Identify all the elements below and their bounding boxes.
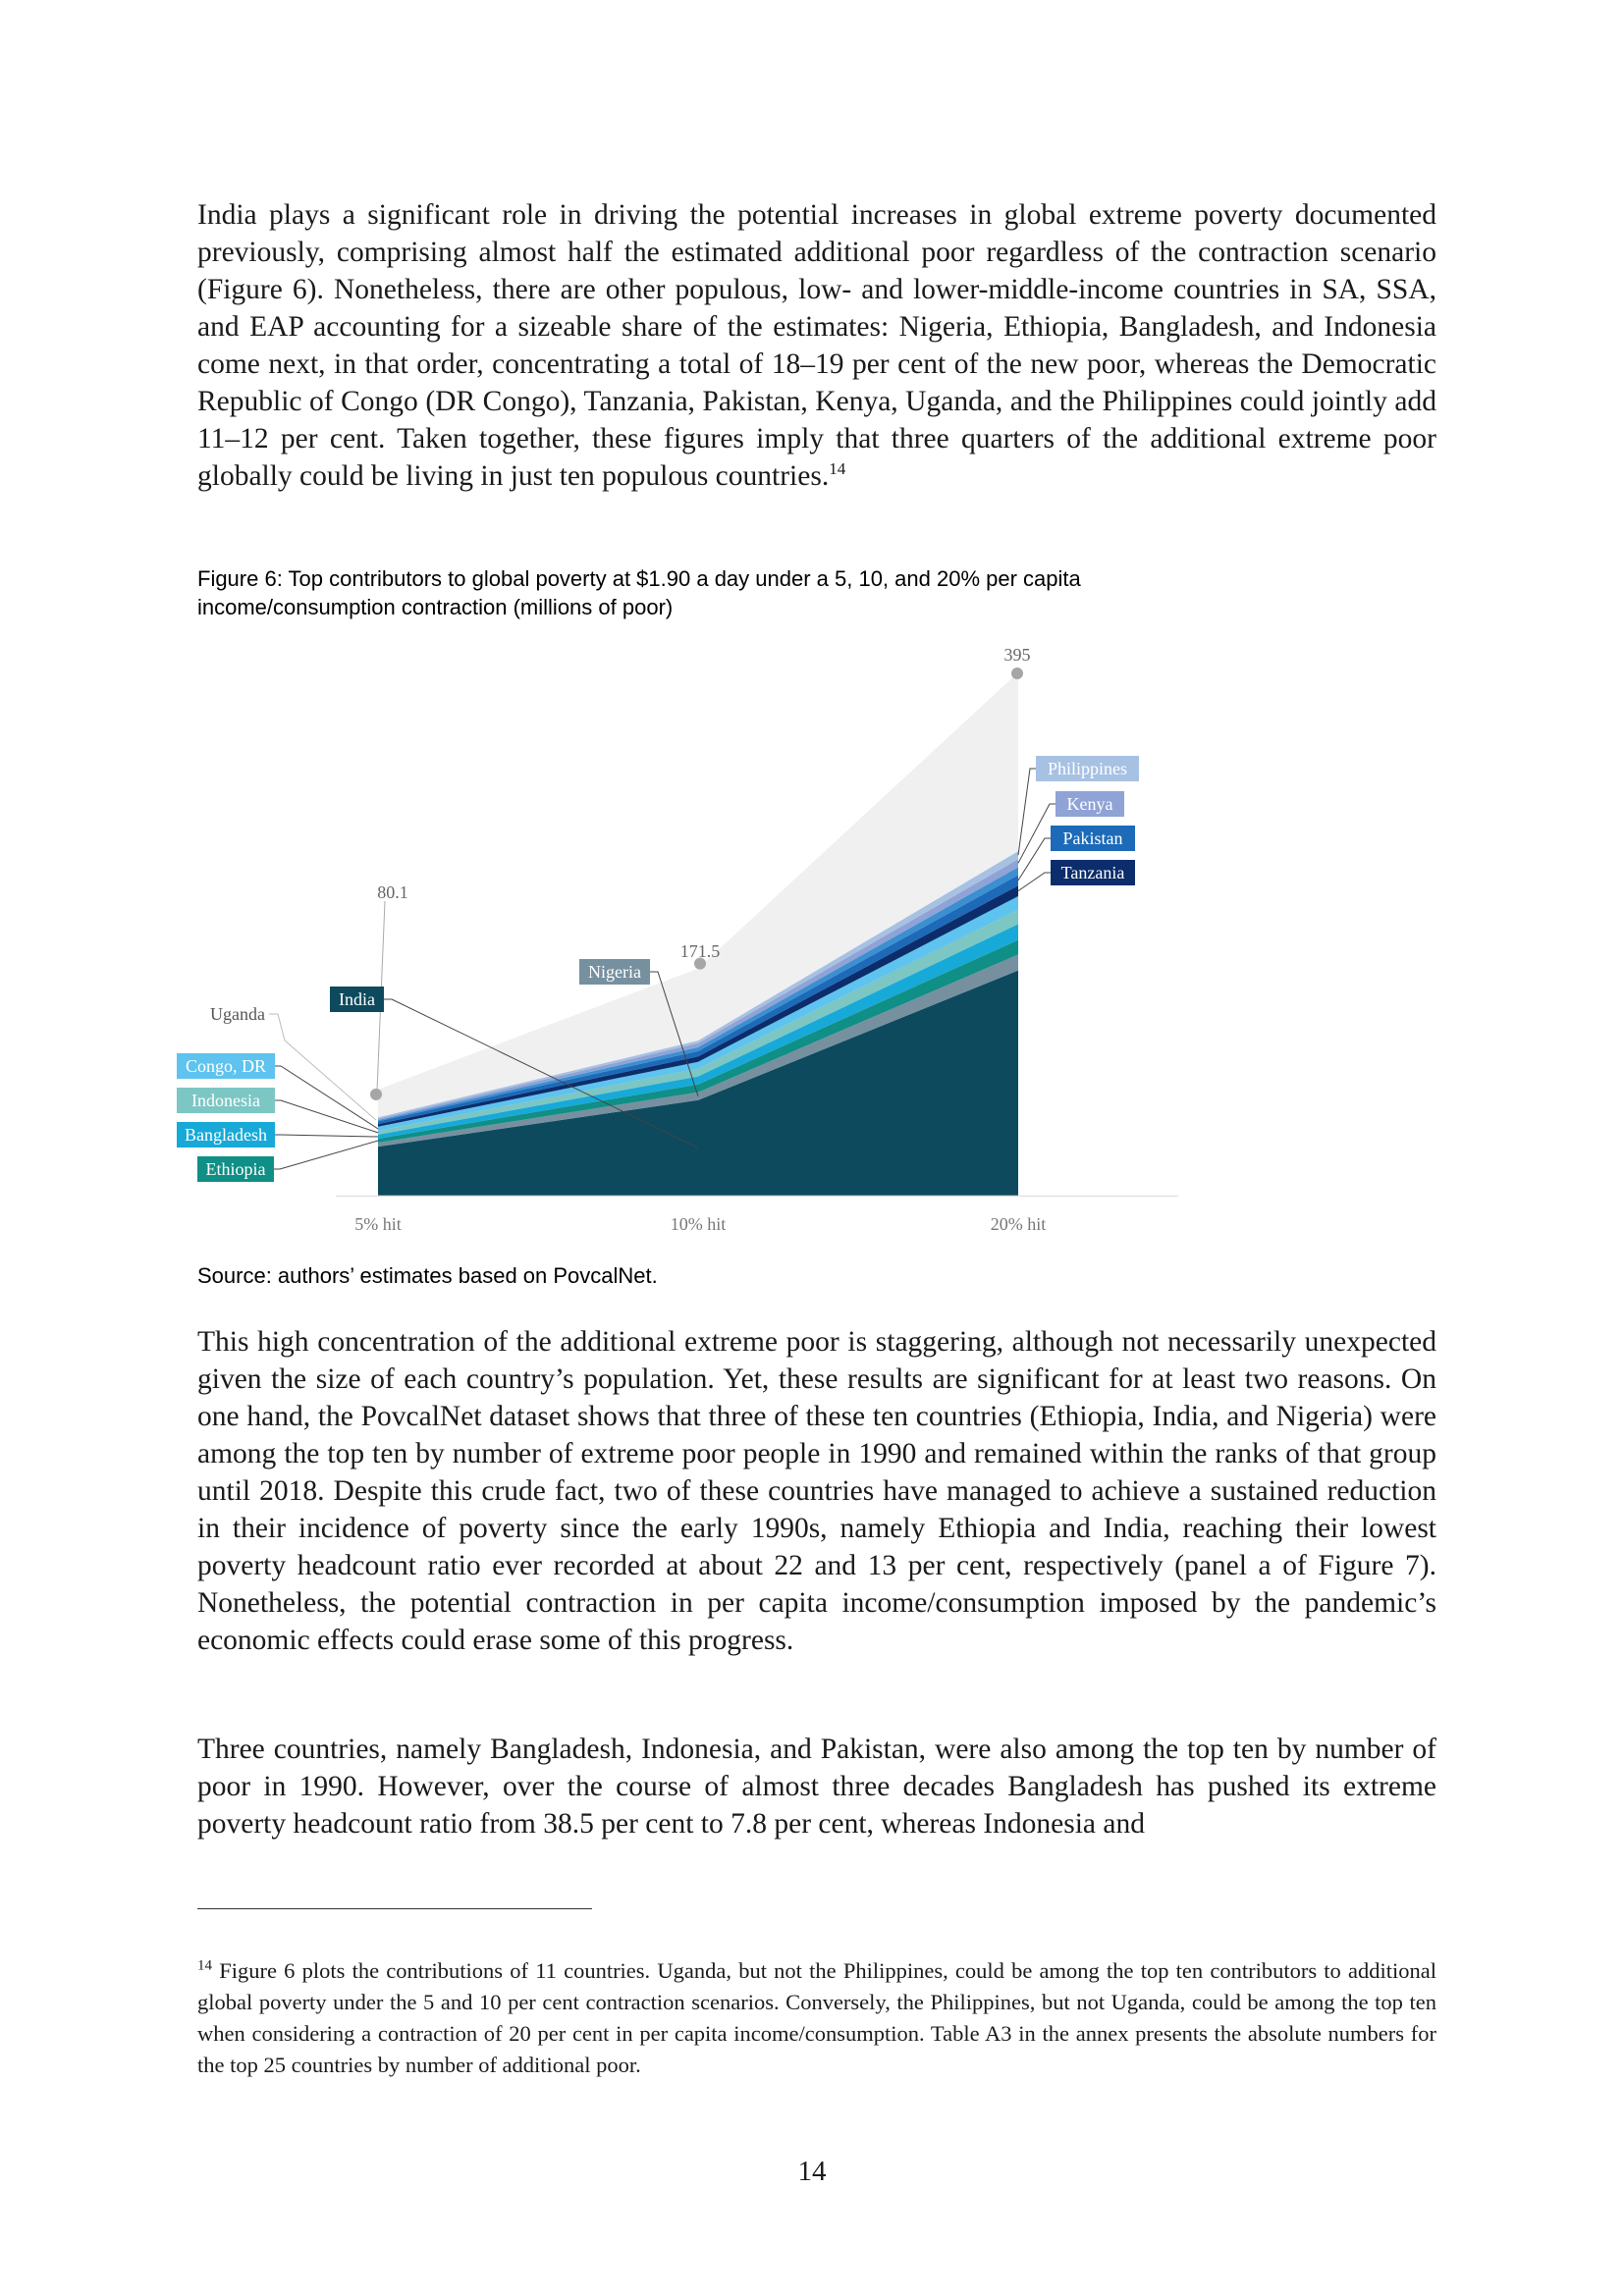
footnote-reference[interactable]: 14 xyxy=(829,459,846,479)
leader-ethiopia xyxy=(274,1141,378,1169)
series-label-nigeria: Nigeria xyxy=(588,962,641,982)
paragraph-top-ten-1990: Three countries, namely Bangladesh, Indonesia, and Pakistan, were also among the top ten by number of poor in 1990. However, over the course of almost three decades Bangladesh has pushed its extreme poverty headcount ratio from 38.5 per cent to 7.8 per cent, whereas Indonesia and xyxy=(197,1734,1436,1840)
series-label-bangladesh: Bangladesh xyxy=(185,1125,267,1145)
leader-pakistan xyxy=(1018,838,1051,881)
chart-areas xyxy=(370,645,1031,1196)
leader-uganda xyxy=(269,1014,376,1120)
footnote-separator xyxy=(197,1908,592,1909)
chart-axis xyxy=(336,1197,1178,1235)
figure-source: Source: authors’ estimates based on PovcalNet. xyxy=(197,1263,658,1288)
total-value-label: 395 xyxy=(1003,645,1031,665)
total-marker xyxy=(1011,667,1023,679)
total-value-label: 80.1 xyxy=(377,882,408,902)
series-label-india: India xyxy=(339,989,375,1009)
series-label-pakistan: Pakistan xyxy=(1062,828,1123,848)
paragraph-intro-text: India plays a significant role in driving the potential increases in global extreme poverty documented previously, comprising almost half the estimated additional poor regardless of the contraction scenario (Figure 6). Nonetheless, there are other populous, low- and lower-middle-income countries in SA, SSA, and EAP accounting for a sizeable share of the estimates: Nigeria, Ethiopia, Bangladesh, and Indonesia come next, in that order, concentrating a total of 18–19 per cent of the new poor, whereas the Democratic Republic of Congo (DR Congo), Tanzania, Pakistan, Kenya, Uganda, and the Philippines could jointly add 11–12 per cent. Taken together, these figures imply that three quarters of the additional extreme poor globally could be living in just ten populous countries. xyxy=(197,199,1436,492)
series-label-kenya: Kenya xyxy=(1066,794,1113,814)
series-label-philippines: Philippines xyxy=(1047,759,1128,778)
paragraph-intro xyxy=(197,196,1436,495)
figure-title: Figure 6: Top contributors to global poverty at $1.90 a day under a 5, 10, and 20% per capita income/consumption contraction (millions of poor) xyxy=(197,566,1081,619)
leader-congo-dr xyxy=(275,1066,378,1129)
footnote-number: 14 xyxy=(197,1957,212,1974)
paragraph-concentration: This high concentration of the additional extreme poor is staggering, although not necessarily unexpected given the size of each country’s population. Yet, these results are significant for at least two reasons. On one hand, the PovcalNet dataset shows that three of these ten countries (Ethiopia, India, and Nigeria) were among the top ten by number of extreme poor people in 1990 and remained within the ranks of that group until 2018. Despite this crude fact, two of these countries have managed to achieve a sustained reduction in their incidence of poverty since the early 1990s, namely Ethiopia and India, reaching their lowest poverty headcount ratio ever recorded at about 22 and 13 per cent, respectively (panel a of Figure 7). Nonetheless, the potential contraction in per capita income/consumption imposed by the pandemic’s economic effects could erase some of this progress. xyxy=(197,1326,1436,1656)
series-label-indonesia: Indonesia xyxy=(191,1091,260,1110)
series-label-tanzania: Tanzania xyxy=(1060,863,1125,882)
series-label-ethiopia: Ethiopia xyxy=(205,1159,266,1179)
leader-tanzania xyxy=(1018,873,1051,891)
page-number: 14 xyxy=(797,2156,827,2187)
total-value-label: 171.5 xyxy=(679,941,721,961)
leader-philippines xyxy=(1018,769,1036,855)
leader-indonesia xyxy=(275,1100,378,1133)
leader-bangladesh xyxy=(275,1135,378,1137)
x-tick-label: 10% hit xyxy=(670,1214,727,1234)
footnote xyxy=(197,1955,1436,2081)
area-chart xyxy=(185,628,1218,1237)
series-label-congo-dr: Congo, DR xyxy=(185,1056,267,1076)
footnote-text: Figure 6 plots the contributions of 11 countries. Uganda, but not the Philippines, could be among the top ten contributors to additional global poverty under the 5 and 10 per cent contraction scenarios. Conversely, the Philippines, but not Uganda, could be among the top ten when considering a contraction of 20 per cent in per capita income/consumption. Table A3 in the annex presents the absolute numbers for the top 25 countries by number of additional poor. xyxy=(197,1958,1436,2077)
total-marker xyxy=(370,1089,382,1100)
x-tick-label: 20% hit xyxy=(990,1214,1047,1234)
x-tick-label: 5% hit xyxy=(354,1214,402,1234)
series-label-uganda: Uganda xyxy=(210,1004,265,1024)
